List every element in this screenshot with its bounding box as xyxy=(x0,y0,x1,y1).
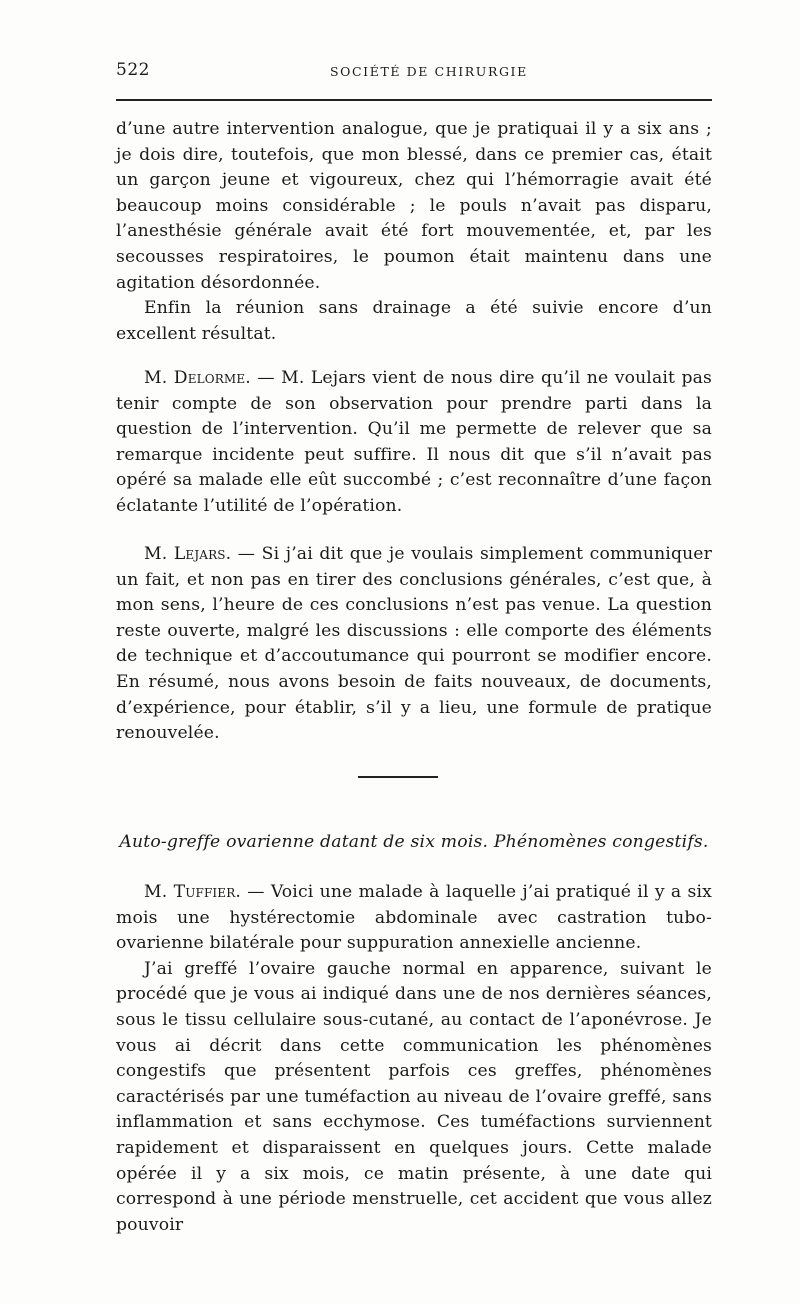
remarks-delorme: — M. Lejars vient de nous dire qu’il ne voulait pas tenir compte de son observation pour prendre parti dans la question de l’intervention. Qu’il me permette de relever que sa remarque incidente peut suffire. Il nous dit que s’il n’avait pas opéré sa malade elle eût succombé ; c’est reconnaître d’une façon éclatante l’utilité de l’opération. xyxy=(116,368,712,516)
paragraph-continuation: d’une autre intervention analogue, que je pratiquai il y a six ans ; je dois dire, toutefois, que mon blessé, dans ce premier cas, était un garçon jeune et vigoureux, chez qui l’hémorragie avait été beaucoup moins considérable ; le pouls n’avait pas disparu, l’anesthésie générale avait été fort mouvementée, et, par les secousses respiratoires, le poumon était maintenu dans une agitation désordonnée. xyxy=(116,119,712,293)
remarks-tuffier: — Voici une malade à laquelle j’ai pratiqué il y a six mois une hystérectomie abdominale avec castration tubo-ovarienne bilatérale pour suppuration annexielle ancienne. xyxy=(116,882,712,954)
paragraph-graft-description: J’ai greffé l’ovaire gauche normal en apparence, suivant le procédé que je vous ai indiqué dans une de nos dernières séances, sous le tissu cellulaire sous-cutané, au contact de l’aponévrose. Je vous ai décrit dans cette communication les phénomènes congestifs que présentent parfois ces greffes, phénomènes caractérisés par une tuméfaction au niveau de l’ovaire greffé, sans inflammation et sans ecchymose. Ces tuméfactions surviennent rapidement et disparaissent en quelques jours. Cette malade opérée il y a six mois, ce matin présente, à une date qui correspond à une période menstruelle, cet accident que vous allez pouvoir xyxy=(116,958,712,1235)
text-block-tuffier xyxy=(116,880,712,1238)
running-head: SOCIÉTÉ DE CHIRURGIE xyxy=(330,64,528,79)
speaker-lejars: M. Lejars. xyxy=(144,544,232,564)
speaker-tuffier: M. Tuffier. xyxy=(144,882,242,902)
section-title: Auto-greffe ovarienne datant de six mois. Phénomènes congestifs. xyxy=(119,832,709,852)
paragraph-lejars xyxy=(116,542,712,747)
paragraph-tuffier xyxy=(116,880,712,957)
text-block-continuation xyxy=(116,117,712,347)
section-divider xyxy=(358,776,438,778)
page-number: 522 xyxy=(116,60,150,80)
remarks-lejars: — Si j’ai dit que je voulais simplement communiquer un fait, et non pas en tirer des conclusions générales, c’est que, à mon sens, l’heure de ces conclusions n’est pas venue. La question reste ouverte, malgré les discussions : elle comporte des éléments de technique et d’accoutumance qui pourront se modifier encore. En résumé, nous avons besoin de faits nouveaux, de documents, d’expérience, pour établir, s’il y a lieu, une formule de pratique renouvelée. xyxy=(116,544,712,744)
text-block-delorme xyxy=(116,366,712,520)
speaker-delorme: M. Delorme. xyxy=(144,368,251,388)
paragraph-delorme xyxy=(116,366,712,520)
text-block-lejars xyxy=(116,542,712,747)
header-rule xyxy=(116,99,712,101)
paragraph-conclusion: Enfin la réunion sans drainage a été suivie encore d’un excellent résultat. xyxy=(116,298,712,344)
